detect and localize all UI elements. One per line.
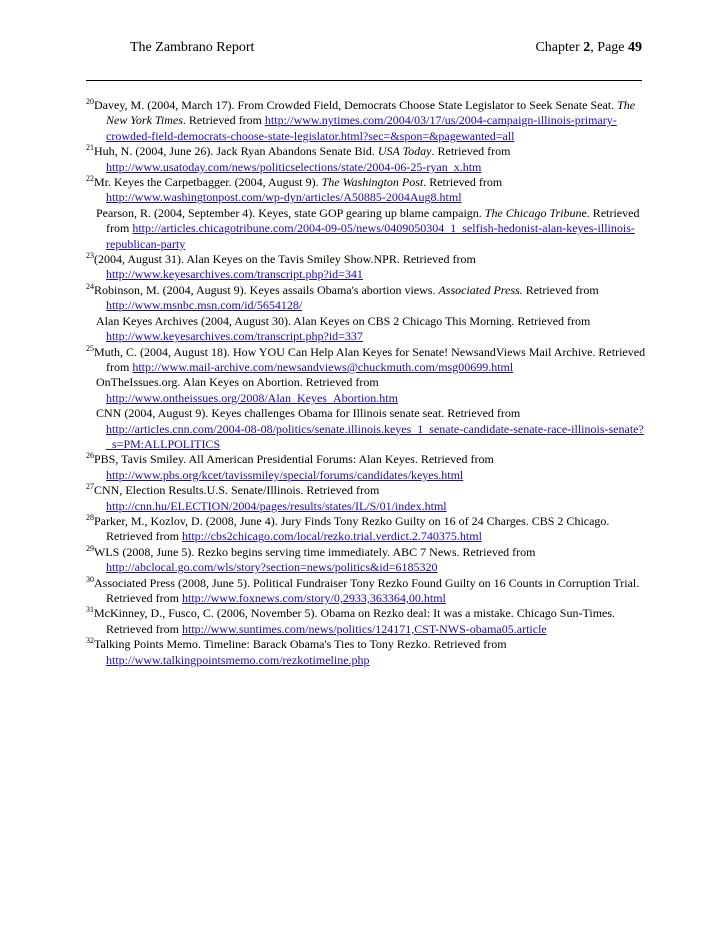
citation-link[interactable]: http://www.talkingpointsmemo.com/rezkotimeline.php [106,652,370,667]
footnote [86,576,646,607]
citation-link[interactable]: http://www.nytimes.com/2004/03/17/us/2004-campaign-illinois-primary-crowded-field-democrats-choose-state-legislator.html?sec=&spon=&pagewanted=all [106,113,617,143]
citation-link[interactable]: http://www.foxnews.com/story/0,2933,363364,00.html [181,591,446,605]
citation-source: The Washington Post [321,175,424,190]
footnote [86,606,646,637]
report-title: The Zambrano Report [130,40,255,55]
footnote [86,637,646,668]
citation-text: Associated Press (2008, June 5). Political Fundraiser Tony Rezko Found Guilty on 16 Counts in Corruption Trial. Retrieved from [94,575,640,605]
footnote-additional-citation [86,314,646,345]
chapter-number: 2 [583,40,591,55]
citation-text: . Retrieved from [431,144,511,159]
citation-text: Alan Keyes Archives (2004, August 30). Alan Keyes on CBS 2 Chicago This Morning. Retrieved from [96,313,591,328]
citation-link[interactable]: http://www.suntimes.com/news/politics/124171,CST-NWS-obama05.article [181,621,547,636]
footnote-number: 22 [86,174,94,184]
citation-link[interactable]: http://cnn.hu/ELECTION/2004/pages/results/states/IL/S/01/index.html [106,498,447,513]
citation-text: Retrieved from [522,282,599,297]
citation-text: WLS (2008, June 5). Rezko begins serving time immediately. ABC 7 News. Retrieved from [94,544,536,559]
citation-text: . Retrieved from [423,175,503,190]
citation-link[interactable]: http://www.mail-archive.com/newsandviews@chuckmuth.com/msg00699.html [132,359,514,374]
citation-text: Parker, M., Kozlov, D. (2008, June 4). Jury Finds Tony Rezko Guilty on 16 of 24 Charges. CBS 2 Chicago. Retrieved from [94,513,610,544]
citation-link[interactable]: http://articles.cnn.com/2004-08-08/politics/senate.illinois.keyes_1_senate-candidate-senate-race-illinois-senate?_s=PM:ALLPOLITICS [106,421,644,451]
citation-link[interactable]: http://www.msnbc.msn.com/id/5654128/ [106,298,303,313]
footnote [86,144,646,175]
footnote [86,175,646,206]
footnote [86,283,646,314]
page-number: 49 [628,40,642,55]
citation-link[interactable]: http://www.usatoday.com/news/politicselections/state/2004-06-25-ryan_x.htm [106,159,482,174]
chapter-label: Chapter [535,40,580,55]
footnote-additional-citation [86,406,646,452]
footnote [86,98,646,144]
footnotes-list [86,98,646,668]
footnote [86,514,646,545]
citation-source: Associated Press. [438,282,523,297]
footnote-number: 26 [86,451,94,461]
citation-link[interactable]: http://www.keyesarchives.com/transcript.php?id=341 [106,267,363,282]
footnote [86,252,646,283]
footnote-number: 27 [86,482,94,492]
page-label: , Page [590,40,625,55]
footnote-number: 21 [86,143,94,153]
footnote [86,545,646,576]
citation-source: The New York Times [106,98,636,128]
citation-source: USA Today [377,144,432,159]
citation-text: Mr. Keyes the Carpetbagger. (2004, August 9). [94,175,322,190]
citation-text: . Retrieved from [182,113,265,128]
footnote [86,345,646,376]
citation-text: Huh, N. (2004, June 26). Jack Ryan Abandons Senate Bid. [94,144,378,159]
footnote-additional-citation [86,206,646,252]
citation-link[interactable]: http://abclocal.go.com/wls/story?section=news/politics&id=6185320 [106,560,438,575]
citation-link[interactable]: http://www.keyesarchives.com/transcript.php?id=337 [106,329,363,344]
citation-link[interactable]: http://www.ontheissues.org/2008/Alan_Keyes_Abortion.htm [106,390,398,405]
footnote-number: 25 [86,343,94,353]
footnote-number: 23 [86,251,94,261]
citation-text: CNN (2004, August 9). Keyes challenges Obama for Illinois senate seat. Retrieved from [96,406,521,421]
citation-text: PBS, Tavis Smiley. All American Presidential Forums: Alan Keyes. Retrieved from [94,452,494,467]
citation-text: Robinson, M. (2004, August 9). Keyes assails Obama's abortion views. [94,282,439,297]
footnote-number: 20 [86,97,94,106]
citation-link[interactable]: http://www.washingtonpost.com/wp-dyn/articles/A50885-2004Aug8.html [106,190,462,205]
citation-link[interactable]: http://articles.chicagotribune.com/2004-09-05/news/0409050304_1_selfish-hedonist-alan-keyes-illinois-republican-party [106,221,635,251]
citation-text: McKinney, D., Fusco, C. (2006, November 5). Obama on Rezko deal: It was a mistake. Chicago Sun-Times. Retrieved from [94,606,616,636]
footnote-number: 29 [86,543,94,553]
citation-link[interactable]: http://cbs2chicago.com/local/rezko.trial.verdict.2.740375.html [181,529,482,544]
footnote-number: 28 [86,512,94,522]
footnote-number: 32 [86,636,94,646]
footnote-additional-citation [86,375,646,406]
page-header [0,40,728,60]
footnote-number: 31 [86,605,94,615]
citation-text: Davey, M. (2004, March 17). From Crowded Field, Democrats Choose State Legislator to Seek Senate Seat. [94,98,618,112]
citation-text: e. Retrieved from [106,205,640,236]
citation-text: (2004, August 31). Alan Keyes on the Tavis Smiley Show.NPR. Retrieved from [94,252,476,267]
citation-text: Talking Points Memo. Timeline: Barack Obama's Ties to Tony Rezko. Retrieved from [94,637,507,652]
citation-text: Muth, C. (2004, August 18). How YOU Can Help Alan Keyes for Senate! NewsandViews Mail Archive. Retrieved from [94,344,646,374]
footnote [86,452,646,483]
footnote-number: 30 [86,574,94,584]
chapter-page-label [535,40,642,56]
citation-text: Pearson, R. (2004, September 4). Keyes, state GOP gearing up blame campaign. [96,205,485,220]
citation-text: OnTheIssues.org. Alan Keyes on Abortion. Retrieved from [96,375,379,390]
footnote-number: 24 [86,281,94,291]
citation-text: CNN, Election Results.U.S. Senate/Illinois. Retrieved from [94,483,380,498]
citation-source: The Chicago Tribun [484,205,582,220]
footnote [86,483,646,514]
citation-link[interactable]: http://www.pbs.org/kcet/tavissmiley/special/forums/candidates/keyes.html [106,467,464,482]
footnote-divider [86,80,642,81]
